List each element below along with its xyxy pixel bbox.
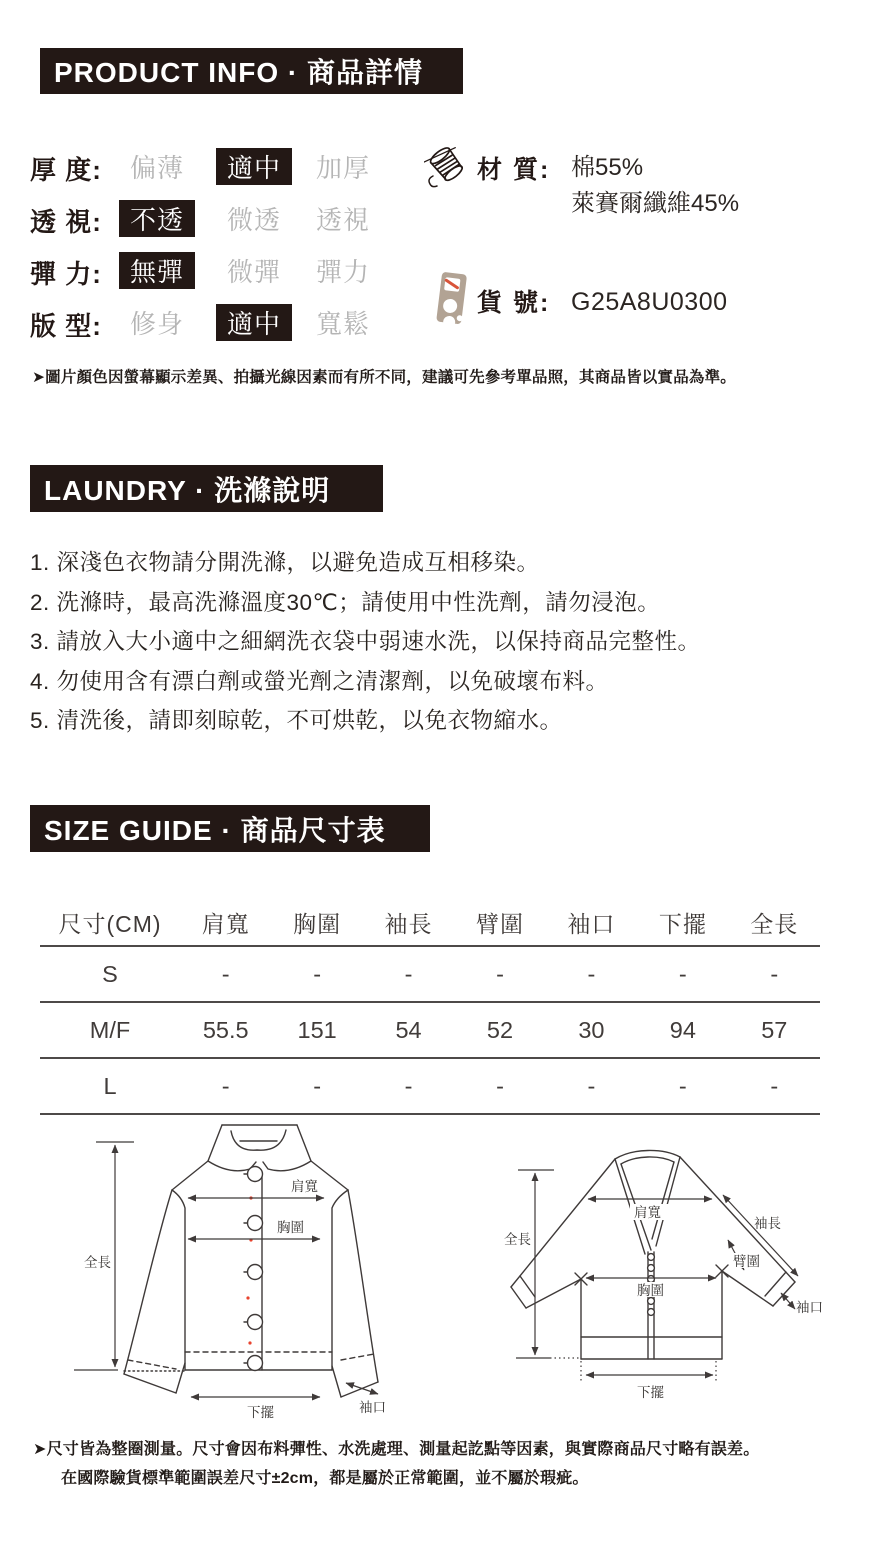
- size-cell: -: [729, 1058, 820, 1114]
- attribute-option-selected: 無彈: [111, 250, 203, 290]
- laundry-instruction: 3. 請放入大小適中之細網洗衣袋中弱速水洗，以保持商品完整性。: [30, 629, 701, 654]
- size-cell: -: [546, 1058, 637, 1114]
- attribute-option: 彈力: [315, 256, 370, 287]
- column-header: 臂圍: [454, 899, 545, 946]
- size-cell: -: [637, 1058, 728, 1114]
- item-number-label: 貨 號:: [477, 289, 551, 317]
- laundry-instruction: 5. 清洗後，請即刻晾乾，不可烘乾，以免衣物縮水。: [30, 708, 563, 733]
- material-line-1: 棉55%: [571, 154, 644, 181]
- attribute-option: 微彈: [226, 256, 281, 287]
- size-guide-header: [30, 805, 430, 852]
- size-cell: S: [40, 946, 180, 1002]
- laundry-instruction: 4. 勿使用含有漂白劑或螢光劑之清潔劑，以免破壞布料。: [30, 668, 609, 694]
- attribute-option: 修身: [129, 308, 184, 339]
- cardigan-label-full-length: 全長: [504, 1232, 531, 1247]
- item-number-value: G25A8U0300: [571, 288, 728, 316]
- attribute-label: 版 型:: [30, 311, 102, 341]
- size-cell: -: [363, 1058, 454, 1114]
- attribute-option-selected: 適中: [208, 146, 300, 186]
- size-row-s: [40, 946, 820, 1002]
- size-cell: L: [40, 1058, 180, 1114]
- jacket-label-shoulder: 肩寬: [291, 1179, 318, 1194]
- attribute-row-stretch: [30, 250, 450, 290]
- laundry-instructions: [30, 543, 865, 741]
- laundry-title: LAUNDRY · 洗滌說明: [44, 474, 331, 506]
- size-cell: 151: [271, 1002, 362, 1058]
- cardigan-diagram: [478, 1140, 860, 1440]
- column-header: 肩寬: [180, 899, 271, 946]
- attribute-option: 透視: [315, 204, 370, 235]
- size-cell: -: [180, 1058, 271, 1114]
- cardigan-label-chest: 胸圍: [637, 1283, 664, 1298]
- size-cell: -: [271, 1058, 362, 1114]
- laundry-instruction: 2. 洗滌時，最高洗滌溫度30℃；請使用中性洗劑，請勿浸泡。: [30, 589, 661, 615]
- column-header: 尺寸(CM): [40, 899, 180, 946]
- size-cell: -: [363, 946, 454, 1002]
- thread-spool-icon: [424, 144, 472, 190]
- clothing-tag-icon: [431, 270, 471, 328]
- attribute-row-sheerness: [30, 198, 450, 238]
- attribute-option: 寬鬆: [315, 308, 370, 339]
- cardigan-label-sleeve-length: 袖長: [754, 1216, 781, 1231]
- size-table-header-row: [40, 899, 820, 946]
- attribute-option-selected: 適中: [208, 302, 300, 342]
- size-row-mf: [40, 1002, 820, 1058]
- size-cell: -: [546, 946, 637, 1002]
- column-header: 袖長: [363, 899, 454, 946]
- size-cell: 57: [729, 1002, 820, 1058]
- column-header: 全長: [729, 899, 820, 946]
- jacket-label-cuff: 袖口: [359, 1400, 386, 1415]
- column-header: 胸圍: [271, 899, 362, 946]
- size-cell: 52: [454, 1002, 545, 1058]
- size-cell: -: [271, 946, 362, 1002]
- column-header: 下擺: [637, 899, 728, 946]
- cardigan-label-cuff: 袖口: [796, 1300, 823, 1315]
- size-cell: -: [637, 946, 728, 1002]
- size-guide-title: SIZE GUIDE · 商品尺寸表: [44, 814, 386, 846]
- column-header: 袖口: [546, 899, 637, 946]
- material-value: [571, 150, 739, 222]
- material-label: 材 質:: [477, 156, 551, 184]
- size-cell: -: [729, 946, 820, 1002]
- size-cell: 54: [363, 1002, 454, 1058]
- attribute-option: 加厚: [315, 152, 370, 183]
- attribute-option-selected: 不透: [111, 198, 203, 238]
- size-cell: -: [454, 1058, 545, 1114]
- material-line-2: 萊賽爾纖維45%: [571, 190, 740, 217]
- cardigan-label-hem: 下擺: [637, 1385, 664, 1400]
- size-cell: -: [180, 946, 271, 1002]
- laundry-header: [30, 465, 383, 512]
- attribute-row-thickness: [30, 146, 450, 186]
- cardigan-label-shoulder: 肩寬: [634, 1205, 661, 1220]
- size-cell: 55.5: [180, 1002, 271, 1058]
- size-table: [40, 899, 820, 1115]
- attribute-row-fit: [30, 302, 450, 342]
- jacket-label-hem: 下擺: [247, 1405, 274, 1420]
- size-row-l: [40, 1058, 820, 1114]
- size-disclaimer-line2: 在國際驗貨標準範圍誤差尺寸±2cm，都是屬於正常範圍，並不屬於瑕疵。: [61, 1470, 589, 1487]
- attribute-option: 微透: [226, 204, 281, 235]
- jacket-label-full-length: 全長: [84, 1255, 111, 1270]
- size-cell: 94: [637, 1002, 728, 1058]
- attribute-label: 厚 度:: [30, 155, 102, 185]
- size-cell: 30: [546, 1002, 637, 1058]
- size-cell: M/F: [40, 1002, 180, 1058]
- laundry-instruction: 1. 深淺色衣物請分開洗滌，以避免造成互相移染。: [30, 550, 540, 575]
- attribute-option: 偏薄: [129, 152, 184, 183]
- product-info-header: [40, 48, 463, 94]
- attribute-label: 彈 力:: [30, 259, 102, 289]
- jacket-label-chest: 胸圍: [277, 1220, 304, 1235]
- cardigan-label-arm: 臂圍: [733, 1254, 760, 1269]
- size-disclaimer-line1: ➤尺寸皆為整圈測量。尺寸會因布料彈性、水洗處理、測量起訖點等因素，與實際商品尺寸略有誤差。: [33, 1441, 760, 1458]
- attribute-label: 透 視:: [30, 207, 102, 237]
- jacket-front-diagram: [60, 1112, 460, 1434]
- size-cell: -: [454, 946, 545, 1002]
- product-info-title: PRODUCT INFO · 商品詳情: [54, 57, 423, 88]
- color-disclaimer-note: ➤圖片顏色因螢幕顯示差異、拍攝光線因素而有所不同，建議可先參考單品照，其商品皆以實品為準。: [32, 369, 736, 386]
